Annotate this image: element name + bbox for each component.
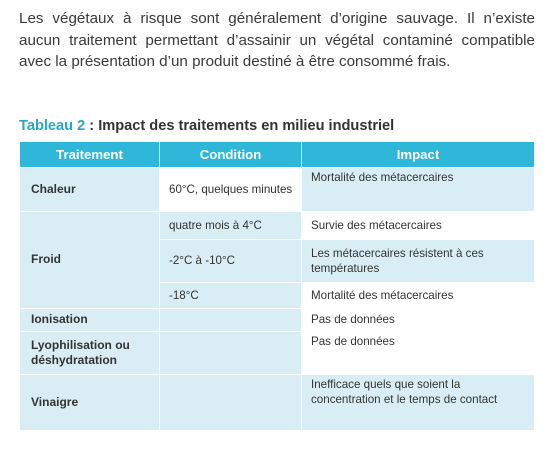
table-caption	[19, 118, 539, 134]
cell-impact: Inefficace quels que soient la concentration et le temps de contact	[302, 375, 535, 431]
table-row	[20, 168, 535, 212]
cell-treatment: Vinaigre	[20, 375, 160, 431]
cell-treatment: Froid	[20, 212, 160, 309]
cell-impact: Pas de données	[302, 332, 535, 375]
cell-impact: Les métacercaires résistent à ces températures	[302, 240, 535, 283]
cell-condition	[160, 375, 302, 431]
cell-condition	[160, 332, 302, 375]
cell-condition: -2°C à -10°C	[160, 240, 302, 283]
treatments-table	[19, 141, 535, 431]
table-row	[20, 375, 535, 431]
table-row	[20, 212, 535, 240]
cell-impact: Mortalité des métacercaires	[302, 168, 535, 212]
cell-condition	[160, 309, 302, 332]
cell-treatment: Lyophilisation ou déshydratation	[20, 332, 160, 375]
table-row	[20, 332, 535, 375]
cell-condition: 60°C, quelques minutes	[160, 168, 302, 212]
table-row	[20, 309, 535, 332]
table-header-row	[20, 142, 535, 168]
intro-paragraph: Les végétaux à risque sont généralement d’origine sauvage. Il n’existe aucun traitement permettant d’assainir un végétal contaminé compatible avec la présentation d’un produit destiné à être consommé frais.	[19, 10, 535, 70]
cell-treatment: Chaleur	[20, 168, 160, 212]
header-impact: Impact	[302, 142, 535, 168]
cell-treatment: Ionisation	[20, 309, 160, 332]
table-caption-label: Tableau 2	[19, 118, 86, 134]
cell-impact: Survie des métacercaires	[302, 212, 535, 240]
table-caption-title: Impact des traitements en milieu industriel	[98, 118, 395, 134]
cell-impact: Mortalité des métacercaires	[302, 283, 535, 309]
table-caption-separator: :	[85, 118, 99, 134]
cell-condition: quatre mois à 4°C	[160, 212, 302, 240]
cell-condition: -18°C	[160, 283, 302, 309]
header-treatment: Traitement	[20, 142, 160, 168]
cell-impact: Pas de données	[302, 309, 535, 332]
header-condition: Condition	[160, 142, 302, 168]
